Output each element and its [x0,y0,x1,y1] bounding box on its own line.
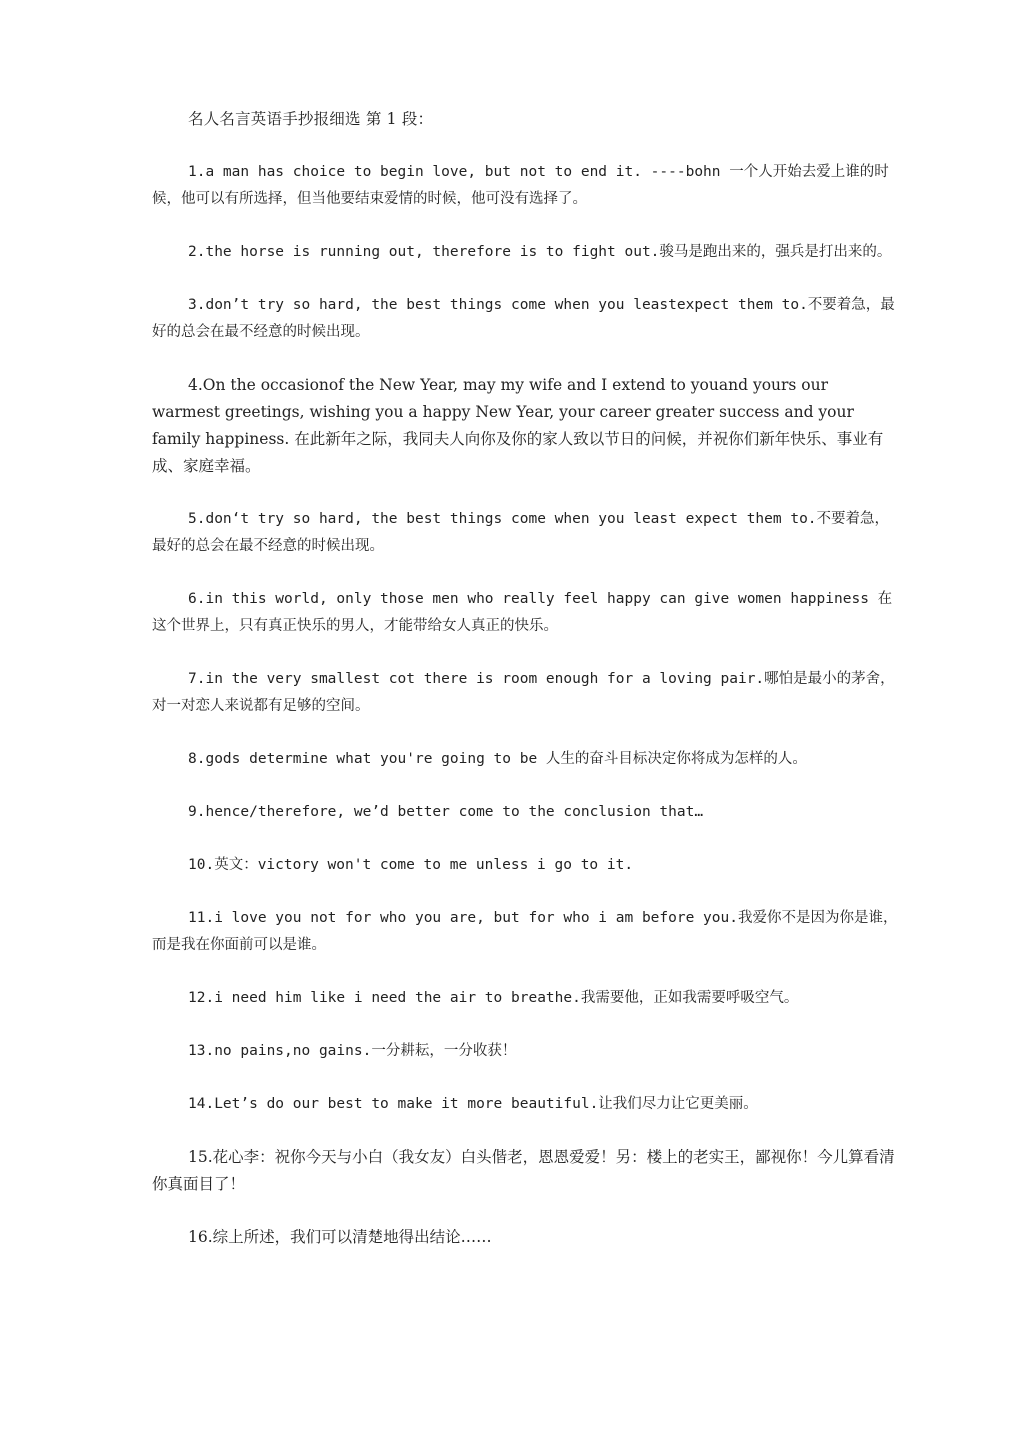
quote-item-9: 9.hence/therefore, we’d better come to the conclusion that… [188,804,704,820]
quote-item-6: 6.in this world, only those men who really feel happy can give women happiness 在这个世界上，只有真正快乐的男人，才能带给女人真正的快乐。 [152,591,893,634]
quote-item-2: 2.the horse is running out, therefore is to fight out.骏马是跑出来的，强兵是打出来的。 [188,244,892,260]
quote-item-3: 3.don’t try so hard, the best things come when you leastexpect them to.不要着急，最好的总会在最不经意的时候出现。 [152,297,895,340]
quote-item-4: 4.On the occasionof the New Year, may my wife and I extend to youand yours our warmest greetings, wishing you a happy New Year, your career greater success and your family happiness. 在此新年之际，我同夫人向你及你的家人致以节日的问候，并祝你们新年快乐、事业有成、家庭幸福。 [152,376,884,475]
document-page [152,106,898,1277]
quote-item-5: 5.don‘t try so hard, the best things come when you least expect them to.不要着急，最好的总会在最不经意的时候出现。 [152,511,890,554]
quote-item-16: 16.综上所述，我们可以清楚地得出结论…… [188,1228,492,1246]
quote-item-10: 10.英文：victory won't come to me unless i go to it. [188,857,634,873]
quote-item-11: 11.i love you not for who you are, but for who i am before you.我爱你不是因为你是谁，而是我在你面前可以是谁。 [152,910,898,953]
quote-item-12: 12.i need him like i need the air to breathe.我需要他，正如我需要呼吸空气。 [188,990,799,1006]
quote-item-1: 1.a man has choice to begin love, but not to end it. ----bohn 一个人开始去爱上谁的时候，他可以有所选择，但当他要结束爱情的时候，他可没有选择了。 [152,164,889,207]
quote-item-14: 14.Let’s do our best to make it more beautiful.让我们尽力让它更美丽。 [188,1096,758,1112]
document-heading: 名人名言英语手抄报细选 第 1 段： [188,110,434,128]
quote-item-15: 15.花心李：祝你今天与小白（我女友）白头偕老，恩恩爱爱！另：楼上的老实王，鄙视你！今儿算看清你真面目了！ [152,1148,895,1193]
quote-item-7: 7.in the very smallest cot there is room enough for a loving pair.哪怕是最小的茅舍，对一对恋人来说都有足够的空间。 [152,671,895,714]
quote-item-8: 8.gods determine what you're going to be 人生的奋斗目标决定你将成为怎样的人。 [188,751,807,767]
quote-item-13: 13.no pains,no gains.一分耕耘，一分收获！ [188,1043,517,1059]
